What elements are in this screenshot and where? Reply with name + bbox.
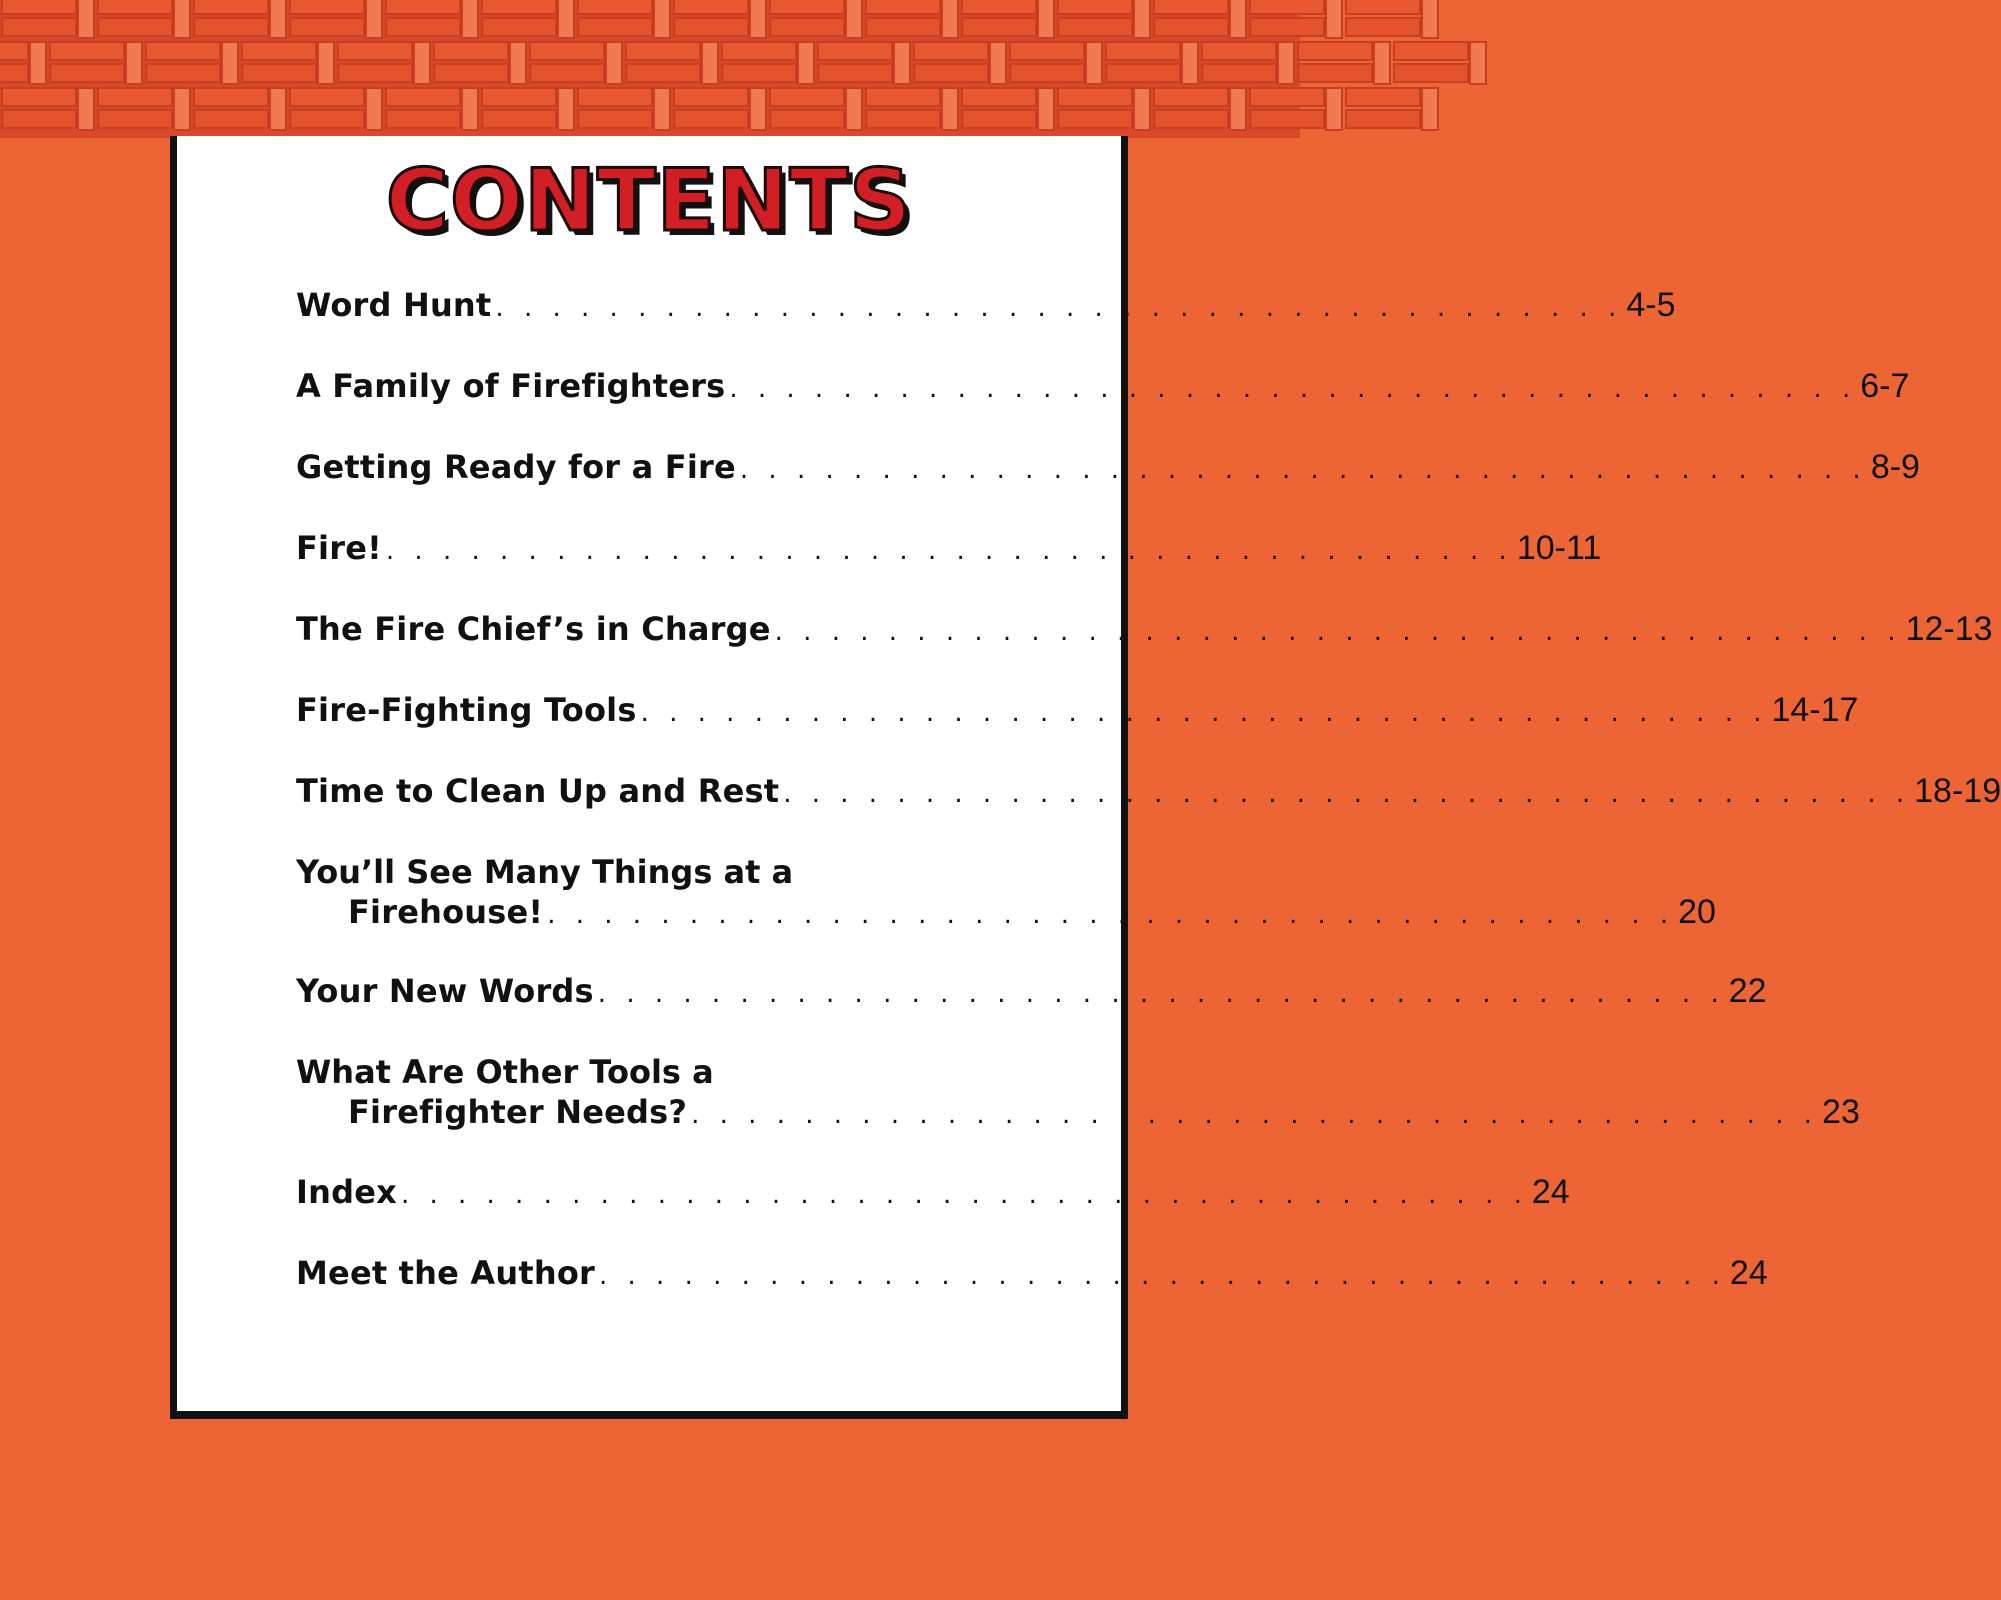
toc-entry-index[interactable] [296,1173,1570,1217]
brick [530,64,604,82]
brick [1154,88,1228,106]
brick [1250,88,1324,106]
brick [1326,0,1342,38]
dot-leader: . . . . . . . . . . . . . . . . . . . . . . . . . . . . . . . . . . . . . . . . [691,1100,1819,1130]
brick [1106,64,1180,82]
brick [962,18,1036,36]
toc-entry-title: Fire! [296,529,382,567]
brick [482,110,556,128]
brick [558,0,574,38]
brick [414,42,430,84]
brick [674,18,748,36]
toc-entry-fire-chief[interactable] [296,610,1993,654]
brick [1154,0,1228,14]
toc-page-number: 12-13 [1905,610,1993,648]
brick [1346,88,1420,106]
toc-entry-title-line2: Firehouse! [348,893,544,931]
brick [366,0,382,38]
brick [1394,64,1468,82]
brick [674,88,748,106]
brick [386,88,460,106]
toc-page-number: 24 [1729,1254,1768,1292]
brick [434,42,508,60]
brick [290,0,364,14]
toc-entry-other-tools[interactable] [296,1053,1860,1137]
toc-entry-getting-ready[interactable] [296,448,1920,492]
brick [1278,42,1294,84]
toc-page-number: 23 [1822,1093,1860,1131]
brick [98,18,172,36]
toc-page-number: 24 [1531,1173,1570,1211]
brick [1346,0,1420,14]
brick [1010,64,1084,82]
toc-entry-fire-fighting-tools[interactable] [296,691,1859,735]
toc-entry-title: Word Hunt [296,286,492,324]
brick [674,0,748,14]
brick [578,88,652,106]
brick [1134,88,1150,130]
brick [270,0,286,38]
dot-leader: . . . . . . . . . . . . . . . . . . . . . . . . . . . . . . . . . . . . . . . . [385,536,1513,566]
toc-entry-title: A Family of Firefighters [296,367,726,405]
brick [2,110,76,128]
brick [290,88,364,106]
brick [462,88,478,130]
brick [1058,18,1132,36]
toc-entry-family-of-firefighters[interactable] [296,367,1910,411]
brick [846,88,862,130]
brick [78,0,94,38]
brick [962,88,1036,106]
brick [1086,42,1102,84]
brick [194,110,268,128]
dot-leader: . . . . . . . . . . . . . . . . . . . . . . . . . . . . . . . . . . . . . . . . [400,1180,1528,1210]
brick [1422,88,1438,130]
brick [558,88,574,130]
brick [750,88,766,130]
brick [722,64,796,82]
dot-leader: . . . . . . . . . . . . . . . . . . . . . . . . . . . . . . . . . . . . . . . . [729,374,1857,404]
brick-pattern [0,0,1300,138]
brick [578,0,652,14]
brick [482,18,556,36]
brick [1250,110,1324,128]
brick [626,42,700,60]
brick [1038,0,1054,38]
brick [98,88,172,106]
dot-leader: . . . . . . . . . . . . . . . . . . . . . . . . . . . . . . . . . . . . . . . . [783,779,1911,809]
brick [146,64,220,82]
brick [894,42,910,84]
dot-leader: . . . . . . . . . . . . . . . . . . . . . . . . . . . . . . . . . . . . . . . . [739,455,1867,485]
brick [482,0,556,14]
toc-page-number: 20 [1678,893,1716,931]
brick [914,64,988,82]
brick [0,64,28,82]
toc-entry-title: The Fire Chief’s in Charge [296,610,771,648]
brick [654,88,670,130]
brick [942,0,958,38]
brick [1182,42,1198,84]
brick [366,88,382,130]
dot-leader: . . . . . . . . . . . . . . . . . . . . . . . . . . . . . . . . . . . . . . . . [495,293,1623,323]
brick [866,110,940,128]
toc-entry-title: Index [296,1173,397,1211]
dot-leader: . . . . . . . . . . . . . . . . . . . . . . . . . . . . . . . . . . . . . . . . [547,900,1675,930]
brick [146,42,220,60]
brick [386,18,460,36]
brick [194,0,268,14]
contents-panel [170,136,2001,1419]
dot-leader: . . . . . . . . . . . . . . . . . . . . . . . . . . . . . . . . . . . . . . . . [774,617,1902,647]
brick [1058,88,1132,106]
toc-entry-title: Time to Clean Up and Rest [296,772,780,810]
toc-page-number: 8-9 [1870,448,1920,486]
brick [530,42,604,60]
brick [98,0,172,14]
brick [770,110,844,128]
toc-page-number: 18-19 [1914,772,2001,810]
brick [30,42,46,84]
brick [482,88,556,106]
brick [386,110,460,128]
brick [50,42,124,60]
brick [750,0,766,38]
toc-page-number: 10-11 [1516,529,1602,567]
brick [194,18,268,36]
toc-entry-clean-up-and-rest[interactable] [296,772,2001,816]
brick [1058,0,1132,14]
brick [1326,88,1342,130]
brick [318,42,334,84]
toc-page-number: 4-5 [1626,286,1676,324]
brick [1010,42,1084,60]
toc-entry-fire[interactable] [296,529,1602,573]
toc-page-number: 6-7 [1860,367,1910,405]
brick [290,18,364,36]
brick [194,88,268,106]
brick [50,64,124,82]
brick [1298,42,1372,60]
brick [578,18,652,36]
brick [606,42,622,84]
brick [818,42,892,60]
brick [578,110,652,128]
brick [722,42,796,60]
brick [798,42,814,84]
brick [1134,0,1150,38]
brick [174,0,190,38]
toc-entry-title: Fire-Fighting Tools [296,691,637,729]
brick [1422,0,1438,38]
brick [626,64,700,82]
brick [510,42,526,84]
brick [702,42,718,84]
brick [866,88,940,106]
brick [78,88,94,130]
brick [242,42,316,60]
brick [270,88,286,130]
brick [1106,42,1180,60]
brick [770,88,844,106]
brick [866,18,940,36]
brick [98,110,172,128]
dot-leader: . . . . . . . . . . . . . . . . . . . . . . . . . . . . . . . . . . . . . . . . [599,1261,1726,1291]
page-title: CONTENTS [385,151,913,251]
brick [1250,0,1324,14]
toc-entry-firehouse-things[interactable] [296,853,1716,937]
brick [290,110,364,128]
brick [1346,110,1420,128]
brick [1346,18,1420,36]
brick [770,0,844,14]
toc-entry-title: Getting Ready for a Fire [296,448,736,486]
brick [1230,88,1246,130]
brick [2,88,76,106]
brick [1038,88,1054,130]
brick [962,110,1036,128]
toc-entry-title-line1: You’ll See Many Things at a [296,853,794,891]
brick [1394,42,1468,60]
brick [674,110,748,128]
brick [1298,64,1372,82]
brick [962,0,1036,14]
brick [866,0,940,14]
brick [942,88,958,130]
brick [222,42,238,84]
brick [174,88,190,130]
brick [1230,0,1246,38]
brick [2,0,76,14]
brick [0,42,28,60]
brick [846,0,862,38]
brick [1470,42,1486,84]
brick [338,42,412,60]
toc-entry-title: Your New Words [296,972,594,1010]
brick [2,18,76,36]
toc-entry-word-hunt[interactable] [296,286,1676,330]
brick-wall-banner [0,0,1300,138]
brick [770,18,844,36]
toc-entry-title-line2: Firefighter Needs? [348,1093,688,1131]
brick [338,64,412,82]
dot-leader: . . . . . . . . . . . . . . . . . . . . . . . . . . . . . . . . . . . . . . . . [640,698,1768,728]
brick [462,0,478,38]
brick [386,0,460,14]
brick [990,42,1006,84]
brick [1154,18,1228,36]
brick [1154,110,1228,128]
brick [1058,110,1132,128]
brick [1202,42,1276,60]
brick [654,0,670,38]
toc-entry-title-line1: What Are Other Tools a [296,1053,714,1091]
brick [434,64,508,82]
brick [914,42,988,60]
toc-page-number: 22 [1728,972,1767,1010]
brick [1250,18,1324,36]
brick [1374,42,1390,84]
toc-entry-new-words[interactable] [296,972,1767,1016]
brick [126,42,142,84]
toc-entry-title: Meet the Author [296,1254,595,1292]
toc-page-number: 14-17 [1771,691,1859,729]
brick [242,64,316,82]
dot-leader: . . . . . . . . . . . . . . . . . . . . . . . . . . . . . . . . . . . . . . . . [597,979,1725,1009]
toc-entry-meet-the-author[interactable] [296,1254,1768,1298]
brick [1202,64,1276,82]
brick [818,64,892,82]
